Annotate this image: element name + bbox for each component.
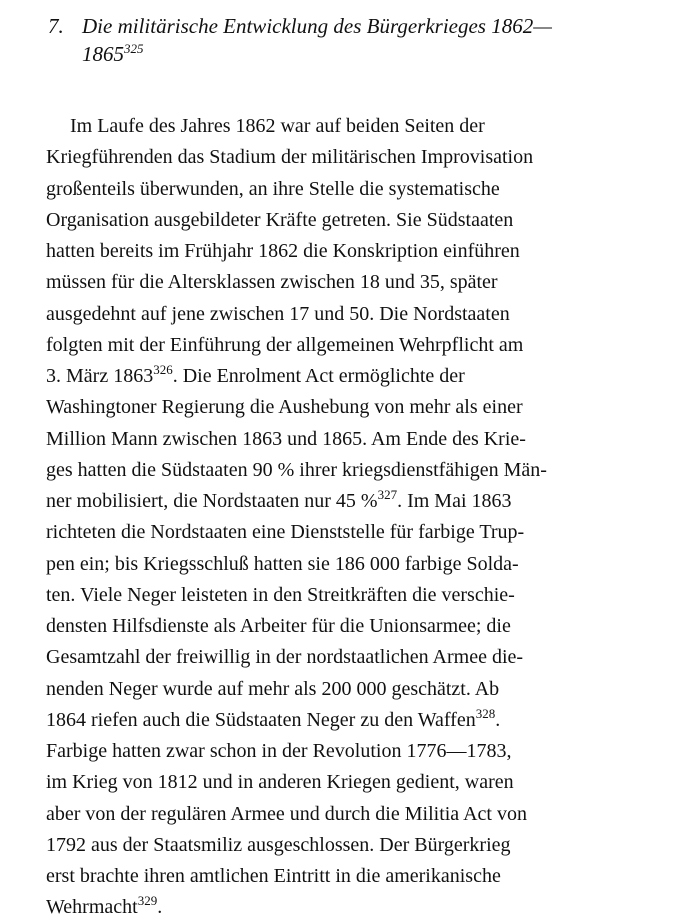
text-run: . <box>495 708 501 731</box>
text-run: Wehrmacht <box>46 896 138 919</box>
text-run: Kriegführenden das Stadium der militärischen Improvisation <box>46 146 534 169</box>
text-line <box>46 111 646 142</box>
section-number: 7. <box>48 14 64 38</box>
text-line <box>46 549 646 580</box>
text-line <box>46 330 646 361</box>
text-line <box>46 236 646 267</box>
text-run: Washingtoner Regierung die Aushebung von mehr als einer <box>46 396 523 419</box>
text-line <box>46 299 646 330</box>
text-line <box>46 674 646 705</box>
text-line <box>46 267 646 298</box>
text-run: ner mobilisiert, die Nordstaaten nur 45 % <box>46 490 378 512</box>
text-line <box>46 736 646 767</box>
text-line <box>46 361 646 392</box>
text-run: folgten mit der Einführung der allgemeinen Wehrpflicht am <box>46 333 524 356</box>
text-run: ausgedehnt auf jene zwischen 17 und 50. Die Nordstaaten <box>46 302 510 325</box>
footnote-reference: 327 <box>377 487 398 502</box>
footnote-reference: 326 <box>153 362 173 377</box>
section-heading <box>48 12 668 68</box>
text-line <box>46 455 646 486</box>
text-line <box>46 205 646 236</box>
text-line <box>46 611 646 642</box>
text-run: hatten bereits im Frühjahr 1862 die Konskription einführen <box>46 240 520 262</box>
text-run: großenteils überwunden, an ihre Stelle die systematische <box>46 177 500 200</box>
text-run: aber von der regulären Armee und durch die Militia Act von <box>46 802 527 825</box>
text-run: richteten die Nordstaaten eine Dienststelle für farbige Trup- <box>46 521 525 544</box>
text-run: densten Hilfsdienste als Arbeiter für die Unionsarmee; die <box>46 615 511 637</box>
text-line <box>46 424 646 455</box>
text-run: 1864 riefen auch die Südstaaten Neger zu den Waffen <box>46 708 476 731</box>
text-line <box>46 892 646 923</box>
section-title-line-1: Die militärische Entwicklung des Bürgerkrieges 1862— <box>82 14 552 38</box>
text-line <box>46 642 646 673</box>
text-run: ten. Viele Neger leisteten in den Streitkräften die verschie- <box>46 583 515 606</box>
text-run: im Krieg von 1812 und in anderen Kriegen gedient, waren <box>46 771 514 794</box>
text-run: Farbige hatten zwar schon in der Revolution 1776—1783, <box>46 740 512 762</box>
text-run: . Im Mai 1863 <box>397 490 512 512</box>
section-title-line-2: 1865 <box>82 42 124 66</box>
text-run: pen ein; bis Kriegsschluß hatten sie 186 000 farbige Solda- <box>46 552 519 575</box>
text-run: . <box>157 896 163 919</box>
footnote-reference: 329 <box>137 893 158 909</box>
text-line <box>46 767 646 798</box>
text-line <box>46 861 646 892</box>
text-run: ges hatten die Südstaaten 90 % ihrer kriegsdienstfähigen Män- <box>46 458 547 481</box>
text-run: Gesamtzahl der freiwillig in der nordstaatlichen Armee die- <box>46 646 524 669</box>
text-line <box>46 517 646 548</box>
text-line <box>46 799 646 830</box>
text-line <box>46 830 646 861</box>
text-run: nenden Neger wurde auf mehr als 200 000 geschätzt. Ab <box>46 677 500 700</box>
text-run: 1792 aus der Staatsmiliz ausgeschlossen. Der Bürgerkrieg <box>46 833 511 856</box>
text-run: Im Laufe des Jahres 1862 war auf beiden Seiten der <box>70 115 485 137</box>
body-paragraph <box>46 111 646 924</box>
text-line <box>46 392 646 423</box>
text-run: erst brachte ihren amtlichen Eintritt in die amerikanische <box>46 865 501 887</box>
text-line <box>46 174 646 205</box>
text-run: 3. März 1863 <box>46 365 154 387</box>
text-run: Million Mann zwischen 1863 und 1865. Am Ende des Krie- <box>46 427 526 450</box>
text-run: Organisation ausgebildeter Kräfte getreten. Sie Südstaaten <box>46 208 514 231</box>
text-line <box>46 142 646 173</box>
text-run: . Die Enrolment Act ermöglichte der <box>172 365 465 387</box>
footnote-reference: 325 <box>124 41 144 56</box>
text-line <box>46 705 646 736</box>
text-run: müssen für die Altersklassen zwischen 18 und 35, später <box>46 271 498 294</box>
footnote-reference: 328 <box>475 705 496 721</box>
text-line <box>46 486 646 517</box>
section-title-line-2-wrap <box>48 40 668 68</box>
text-line <box>46 580 646 611</box>
